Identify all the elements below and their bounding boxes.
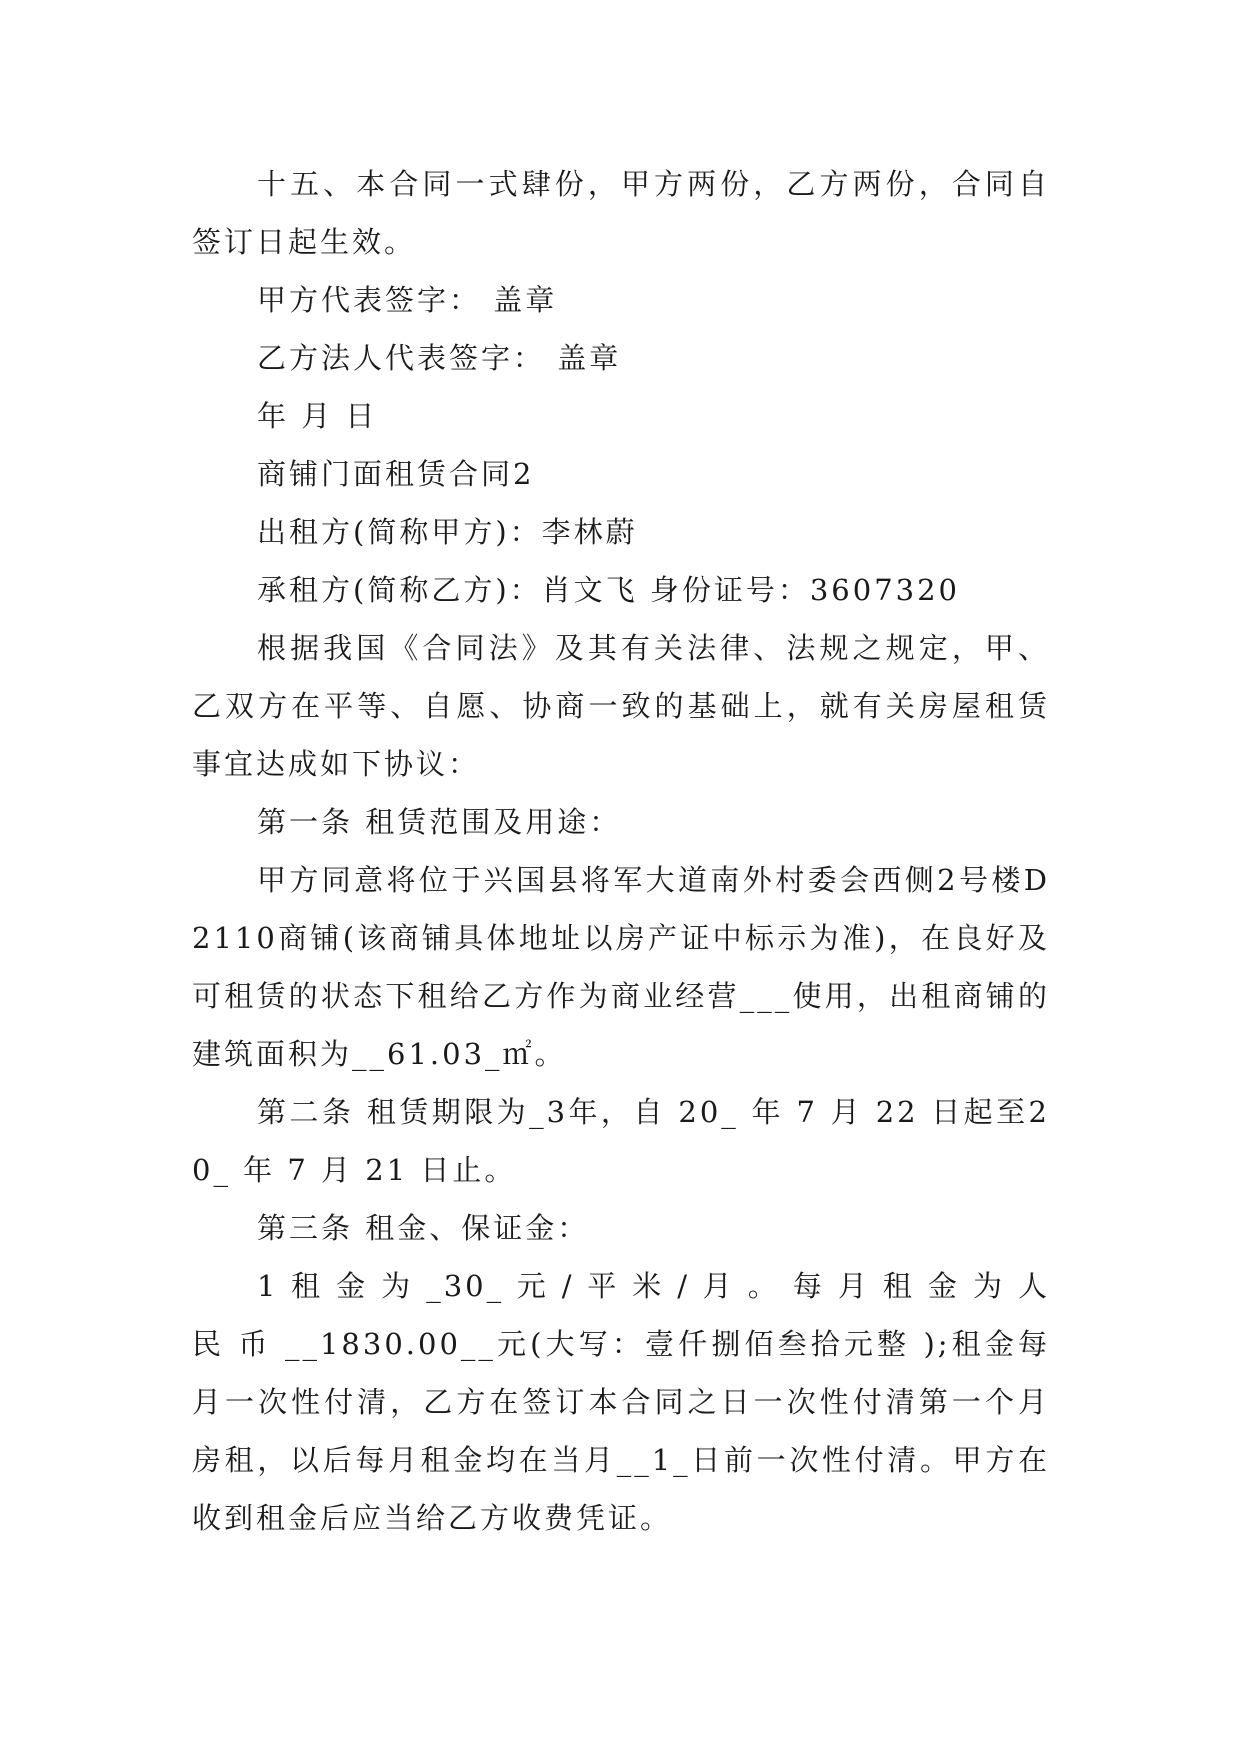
document-body	[192, 155, 1050, 1547]
paragraph-article-2: 第二条 租赁期限为_3年，自 20_ 年 7 月 22 日起至20_ 年 7 月 21 日止。	[192, 1095, 1050, 1187]
paragraph-preamble: 根据我国《合同法》及其有关法律、法规之规定，甲、乙双方在平等、自愿、协商一致的基础上，就有关房屋租赁事宜达成如下协议：	[192, 631, 1050, 781]
paragraph-lessee: 承租方(简称乙方)：肖文飞 身份证号：3607320	[257, 573, 961, 607]
paragraph-article-3-heading: 第三条 租金、保证金：	[257, 1211, 590, 1245]
paragraph-party-b-signature: 乙方法人代表签字： 盖章	[257, 341, 622, 375]
paragraph-lessor: 出租方(简称甲方)：李林蔚	[257, 515, 638, 549]
paragraph-effective-clause: 十五、本合同一式肆份，甲方两份，乙方两份，合同自签订日起生效。	[192, 167, 1050, 259]
paragraph-contract-title: 商铺门面租赁合同2	[257, 457, 535, 491]
paragraph-date-line: 年 月 日	[257, 399, 378, 433]
paragraph-article-1-body: 甲方同意将位于兴国县将军大道南外村委会西侧2号楼D2110商铺(该商铺具体地址以房产证中标示为准)，在良好及可租赁的状态下租给乙方作为商业经营___使用，出租商铺的建筑面积为__61.03_㎡。	[192, 863, 1050, 1071]
paragraph-article-1-heading: 第一条 租赁范围及用途：	[257, 805, 622, 839]
paragraph-article-3-rent: 1 租 金 为 _30_ 元 / 平 米 / 月 。 每 月 租 金 为 人 民 币 __1830.00__元(大写：壹仟捌佰叁拾元整 );租金每月一次性付清，乙方在签订本合同之日一次性付清第一个月房租，以后每月租金均在当月__1_日前一次性付清。甲方在收到租金后应当给乙方收费凭证。	[192, 1269, 1050, 1535]
paragraph-party-a-signature: 甲方代表签字： 盖章	[257, 283, 558, 317]
